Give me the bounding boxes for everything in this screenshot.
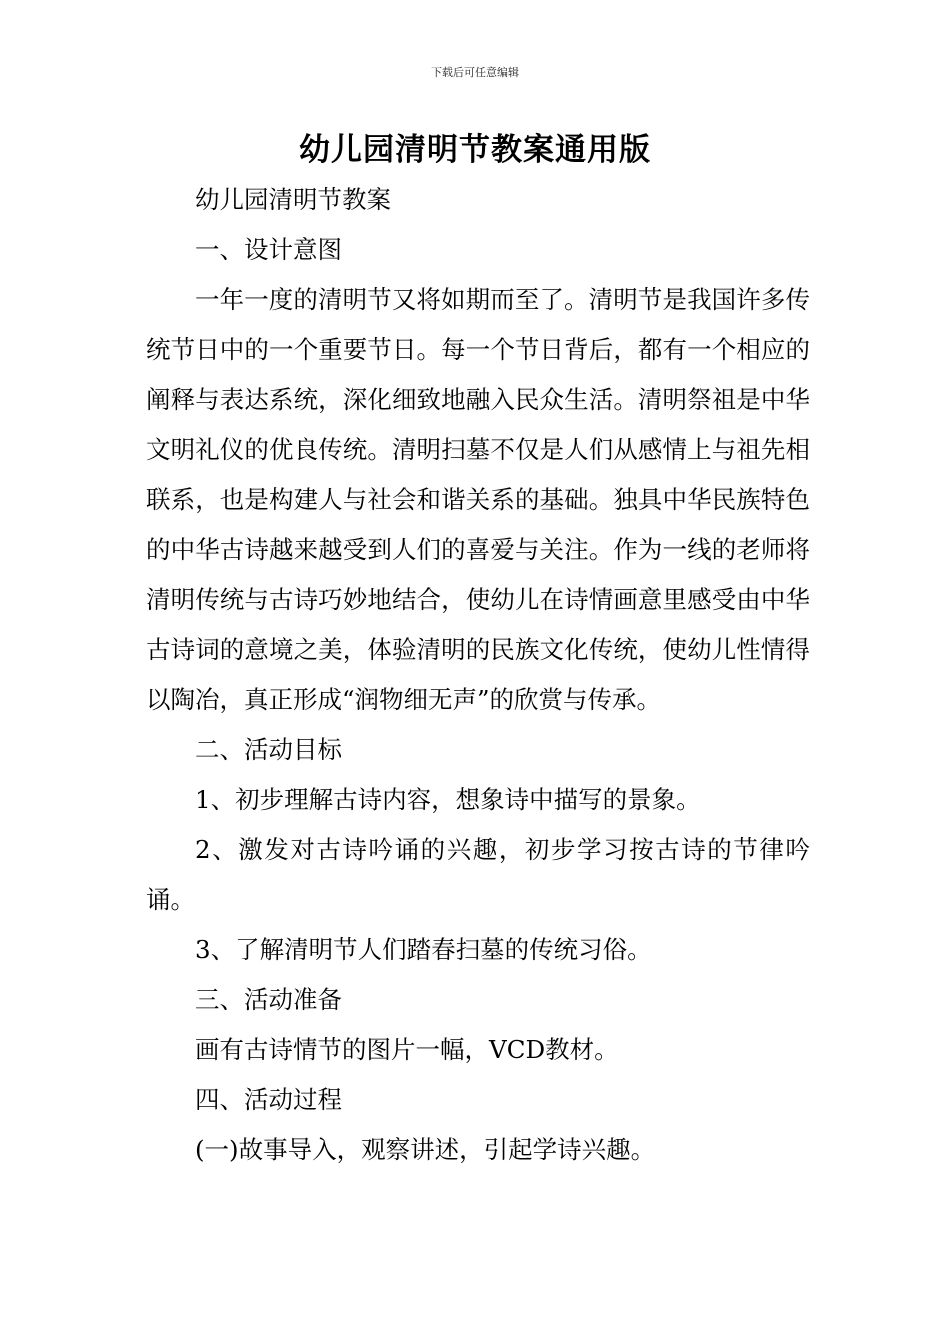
section-heading-design-intent: 一、设计意图 [195, 235, 342, 264]
goal-item-3: 3、了解清明节人们踏春扫墓的传统习俗。 [195, 935, 652, 964]
goal-item-2: 2、激发对古诗吟诵的兴趣，初步学习按古诗的节律吟诵。 [146, 835, 810, 914]
process-step-1: (一)故事导入，观察讲述，引起学诗兴趣。 [195, 1135, 656, 1164]
section-heading-process: 四、活动过程 [195, 1085, 342, 1114]
body-paragraph-design-intent: 一年一度的清明节又将如期而至了。清明节是我国许多传统节日中的一个重要节日。每一个节日背后，都有一个相应的阐释与表达系统，深化细致地融入民众生活。清明祭祖是中华文明礼仪的优良传统。清明扫墓不仅是人们从感情上与祖先相联系，也是构建人与社会和谐关系的基础。独具中华民族特色的中华古诗越来越受到人们的喜爱与关注。作为一线的老师将清明传统与古诗巧妙地结合，使幼儿在诗情画意里感受由中华古诗词的意境之美，体验清明的民族文化传统，使幼儿性情得以陶冶，真正形成“润物细无声”的欣赏与传承。 [146, 285, 810, 714]
body-paragraph-preparation: 画有古诗情节的图片一幅，VCD教材。 [195, 1035, 619, 1064]
document-title: 幼儿园清明节教案通用版 [299, 132, 651, 168]
section-subtitle: 幼儿园清明节教案 [195, 185, 391, 214]
document-body [146, 175, 810, 1175]
section-heading-preparation: 三、活动准备 [195, 985, 342, 1014]
goal-item-1: 1、初步理解古诗内容，想象诗中描写的景象。 [195, 785, 701, 814]
page-header-note: 下载后可任意编辑 [431, 66, 519, 79]
section-heading-goals: 二、活动目标 [195, 735, 342, 764]
